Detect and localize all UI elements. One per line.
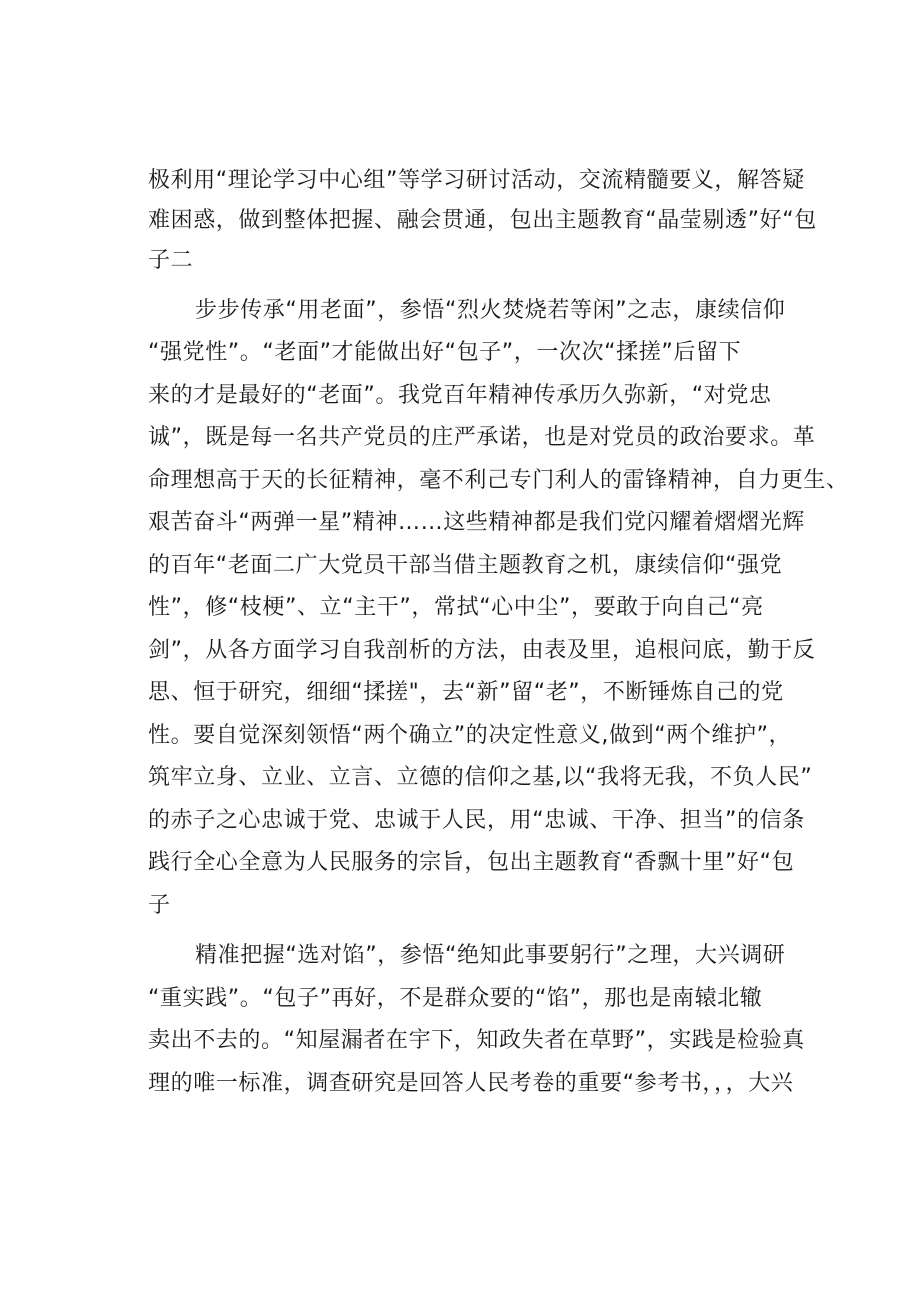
text-line: 思、恒于研究，细细“揉搓"，去“新”留“老”，不断锤炼自己的党	[148, 680, 784, 705]
text-line: 剑”，从各方面学习自我剖析的方法，由表及里，追根问底，勤于反	[148, 638, 816, 663]
text-line: 卖出不去的。“知屋漏者在宇下，知政失者在草野”，实践是检验真	[148, 1028, 805, 1053]
text-line: 的赤子之心忠诚于党、忠诚于人民，用“忠诚、干净、担当”的信条	[148, 808, 805, 833]
text-line: “重实践”。“包子”再好，不是群众要的“馅”，那也是南辕北辙	[148, 986, 763, 1011]
text-line: 性。要自觉深刻领悟“两个确立”的决定性意义,做到“两个维护”，	[148, 723, 792, 748]
text-line: 理的唯一标准，调查研究是回答人民考卷的重要“参考书，，，大兴	[148, 1071, 794, 1096]
text-line: 子	[148, 893, 171, 918]
text-line: 的百年“老面二广大党员干部当借主题教育之机，康续信仰“强党	[148, 553, 783, 578]
text-line: 艰苦奋斗“两弹一星”精神……这些精神都是我们党闪耀着熠熠光辉	[148, 510, 805, 535]
text-line: “强党性”。“老面”才能做出好“包子”，一次次“揉搓”后留下	[148, 340, 742, 365]
text-line: 性”，修“枝梗”、立“主干”，常拭“心中尘”，要敢于向自己“亮	[148, 595, 764, 620]
text-line: 来的才是最好的“老面”。我党百年精神传承历久弥新，“对党忠	[148, 383, 772, 408]
text-line: 极利用“理论学习中心组”等学习研讨活动，交流精髓要义，解答疑	[148, 168, 805, 193]
text-line: 筑牢立身、立业、立言、立德的信仰之基,以“我将无我，不负人民”	[148, 765, 813, 790]
paragraph-first-line: 精准把握“选对馅”，参悟“绝知此事要躬行”之理，大兴调研	[195, 943, 786, 968]
text-line: 践行全心全意为人民服务的宗旨，包出主题教育“香飘十里”好“包	[148, 850, 795, 875]
text-line: 诚”，既是每一名共产党员的庄严承诺，也是对党员的政治要求。革	[148, 425, 816, 450]
text-line: 命理想高于天的长征精神，毫不利己专门利人的雷锋精神，自力更生、	[148, 468, 849, 493]
paragraph-first-line: 步步传承“用老面”，参悟“烈火焚烧若等闲”之志，康续信仰	[195, 298, 786, 323]
text-line: 子二	[148, 248, 194, 273]
text-line: 难困惑，做到整体把握、融会贯通，包出主题教育“晶莹剔透”好“包	[148, 208, 817, 233]
